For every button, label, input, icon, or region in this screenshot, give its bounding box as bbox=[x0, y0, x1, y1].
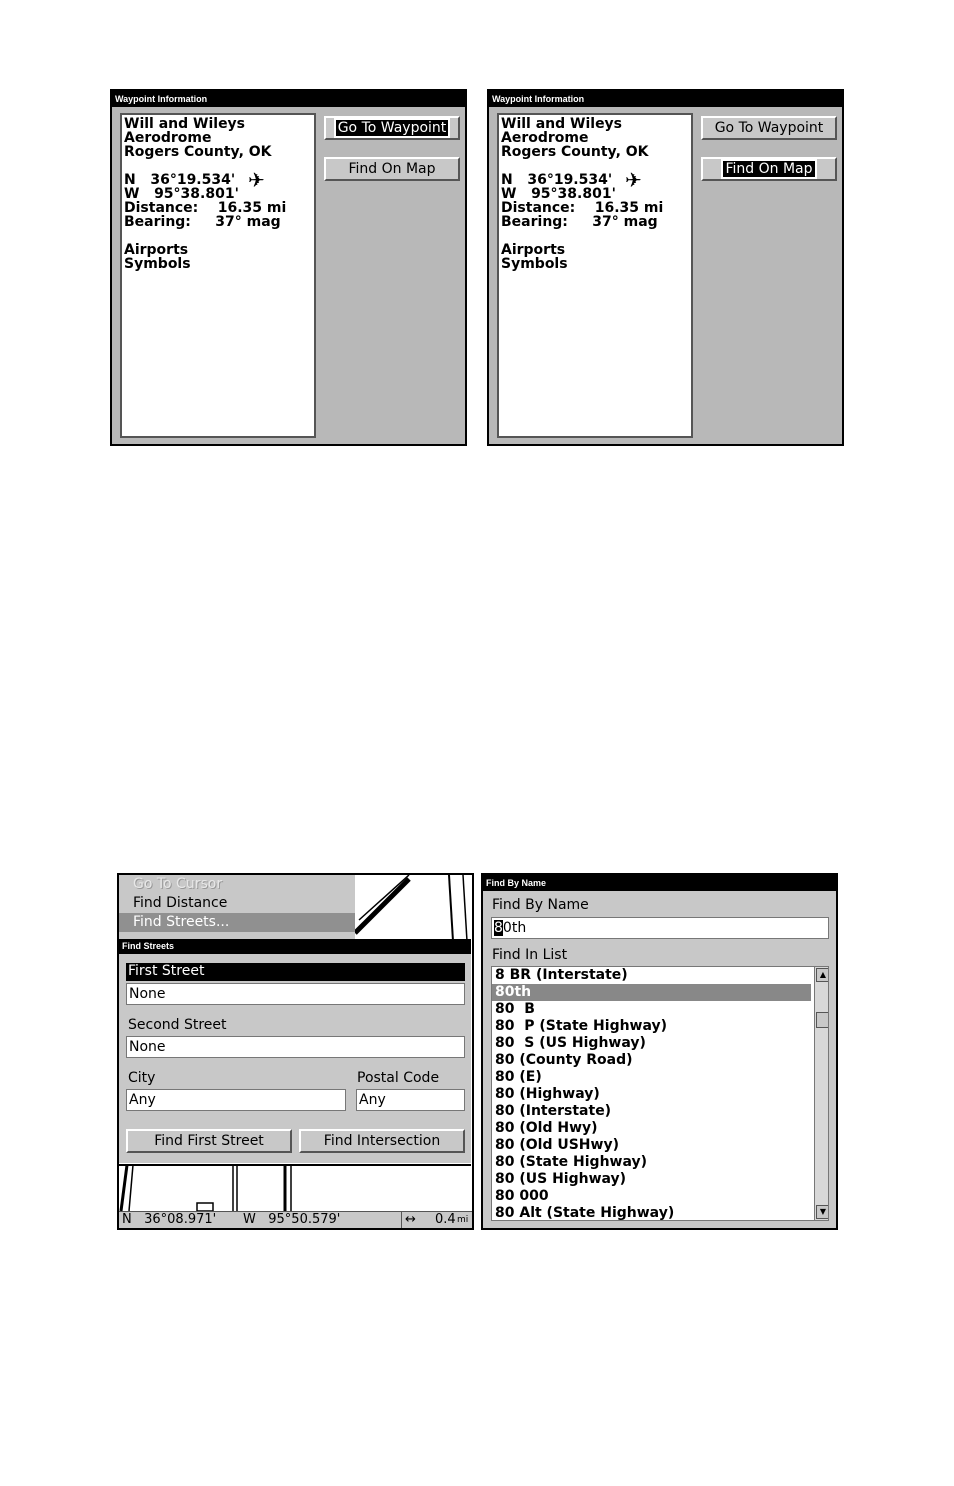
window-title: Waypoint Information bbox=[489, 91, 842, 107]
subcategory: Symbols bbox=[501, 256, 568, 272]
scroll-up-icon[interactable]: ▲ bbox=[816, 968, 829, 982]
distance: Distance: 16.35 mi bbox=[124, 200, 287, 216]
longitude: W 95°38.801' bbox=[501, 186, 616, 202]
list-item[interactable]: 80 (US Highway) bbox=[495, 1171, 627, 1187]
find-by-name-input[interactable] bbox=[491, 917, 829, 939]
category: Airports bbox=[501, 242, 566, 258]
subcategory: Symbols bbox=[124, 256, 191, 272]
waypoint-info-screen-right bbox=[487, 89, 844, 446]
status-latitude: N 36°08.971' bbox=[122, 1212, 217, 1227]
city-label: City bbox=[128, 1070, 156, 1086]
first-street-label[interactable]: First Street bbox=[126, 963, 465, 981]
scrollbar[interactable] bbox=[814, 967, 829, 1220]
find-streets-screen bbox=[117, 873, 474, 1230]
list-item[interactable]: 80 Alt (State Highway) bbox=[495, 1205, 675, 1221]
list-item[interactable]: 80 (E) bbox=[495, 1069, 542, 1085]
status-bar bbox=[119, 1211, 472, 1228]
go-to-waypoint-button[interactable]: Go To Waypoint bbox=[324, 116, 460, 140]
second-street-field[interactable]: None bbox=[126, 1036, 465, 1058]
waypoint-location: Rogers County, OK bbox=[501, 144, 649, 160]
find-streets-dialog bbox=[119, 939, 471, 1163]
waypoint-name-line2: Aerodrome bbox=[124, 130, 212, 146]
airplane-icon: ✈ bbox=[625, 168, 642, 192]
status-longitude: W 95°50.579' bbox=[243, 1212, 341, 1227]
distance: Distance: 16.35 mi bbox=[501, 200, 664, 216]
text-cursor: 8 bbox=[494, 920, 503, 936]
find-first-street-button[interactable]: Find First Street bbox=[126, 1129, 292, 1153]
second-street-label: Second Street bbox=[128, 1017, 227, 1033]
waypoint-info-screen-left bbox=[110, 89, 467, 446]
find-on-map-button[interactable]: Find On Map bbox=[324, 157, 460, 181]
find-by-name-label: Find By Name bbox=[492, 897, 589, 913]
airplane-icon: ✈ bbox=[248, 168, 265, 192]
list-item[interactable]: 80 S (US Highway) bbox=[495, 1035, 646, 1051]
waypoint-details bbox=[497, 113, 693, 438]
list-item[interactable]: 80th bbox=[492, 984, 811, 1001]
waypoint-name-line2: Aerodrome bbox=[501, 130, 589, 146]
context-menu bbox=[119, 875, 355, 941]
waypoint-name-line1: Will and Wileys bbox=[501, 116, 623, 132]
scroll-down-icon[interactable]: ▼ bbox=[816, 1205, 829, 1219]
scale-arrow-icon: ↔ bbox=[401, 1212, 416, 1228]
list-item[interactable]: 80 (Old USHwy) bbox=[495, 1137, 619, 1153]
input-text: 0th bbox=[502, 920, 527, 936]
bearing: Bearing: 37° mag bbox=[501, 214, 658, 230]
latitude: N 36°19.534' bbox=[124, 172, 236, 188]
waypoint-name-line1: Will and Wileys bbox=[124, 116, 246, 132]
postal-code-label: Postal Code bbox=[357, 1070, 440, 1086]
find-by-name-screen bbox=[481, 873, 838, 1230]
dialog-title: Find Streets bbox=[119, 939, 471, 954]
menu-item-go-to-cursor: Go To Cursor bbox=[133, 876, 223, 892]
category: Airports bbox=[124, 242, 189, 258]
list-item[interactable]: 80 B bbox=[495, 1001, 535, 1017]
window-title: Find By Name bbox=[483, 875, 836, 891]
menu-item-find-distance[interactable]: Find Distance bbox=[133, 895, 228, 911]
list-item[interactable]: 80 (County Road) bbox=[495, 1052, 633, 1068]
status-scale-unit: mi bbox=[457, 1215, 469, 1225]
latitude: N 36°19.534' bbox=[501, 172, 613, 188]
window-title: Waypoint Information bbox=[112, 91, 465, 107]
city-field[interactable]: Any bbox=[126, 1089, 346, 1111]
scroll-thumb[interactable] bbox=[816, 1012, 829, 1028]
list-item[interactable]: 80 (State Highway) bbox=[495, 1154, 648, 1170]
list-item[interactable]: 80 000 bbox=[495, 1188, 549, 1204]
first-street-field[interactable]: None bbox=[126, 983, 465, 1005]
list-item[interactable]: 8 BR (Interstate) bbox=[495, 967, 628, 983]
find-on-map-button[interactable]: Find On Map bbox=[701, 157, 837, 181]
postal-code-field[interactable]: Any bbox=[356, 1089, 465, 1111]
waypoint-location: Rogers County, OK bbox=[124, 144, 272, 160]
find-intersection-button[interactable]: Find Intersection bbox=[299, 1129, 465, 1153]
list-item[interactable]: 80 (Highway) bbox=[495, 1086, 600, 1102]
results-list[interactable] bbox=[491, 966, 829, 1221]
list-item[interactable]: 80 (Old Hwy) bbox=[495, 1120, 598, 1136]
longitude: W 95°38.801' bbox=[124, 186, 239, 202]
find-in-list-label: Find In List bbox=[492, 947, 568, 963]
status-scale: 0.4 bbox=[435, 1212, 456, 1227]
bearing: Bearing: 37° mag bbox=[124, 214, 281, 230]
menu-item-find-streets[interactable]: Find Streets... bbox=[119, 913, 355, 932]
list-item[interactable]: 80 (Interstate) bbox=[495, 1103, 612, 1119]
waypoint-details bbox=[120, 113, 316, 438]
go-to-waypoint-button[interactable]: Go To Waypoint bbox=[701, 116, 837, 140]
list-item[interactable]: 80 P (State Highway) bbox=[495, 1018, 668, 1034]
